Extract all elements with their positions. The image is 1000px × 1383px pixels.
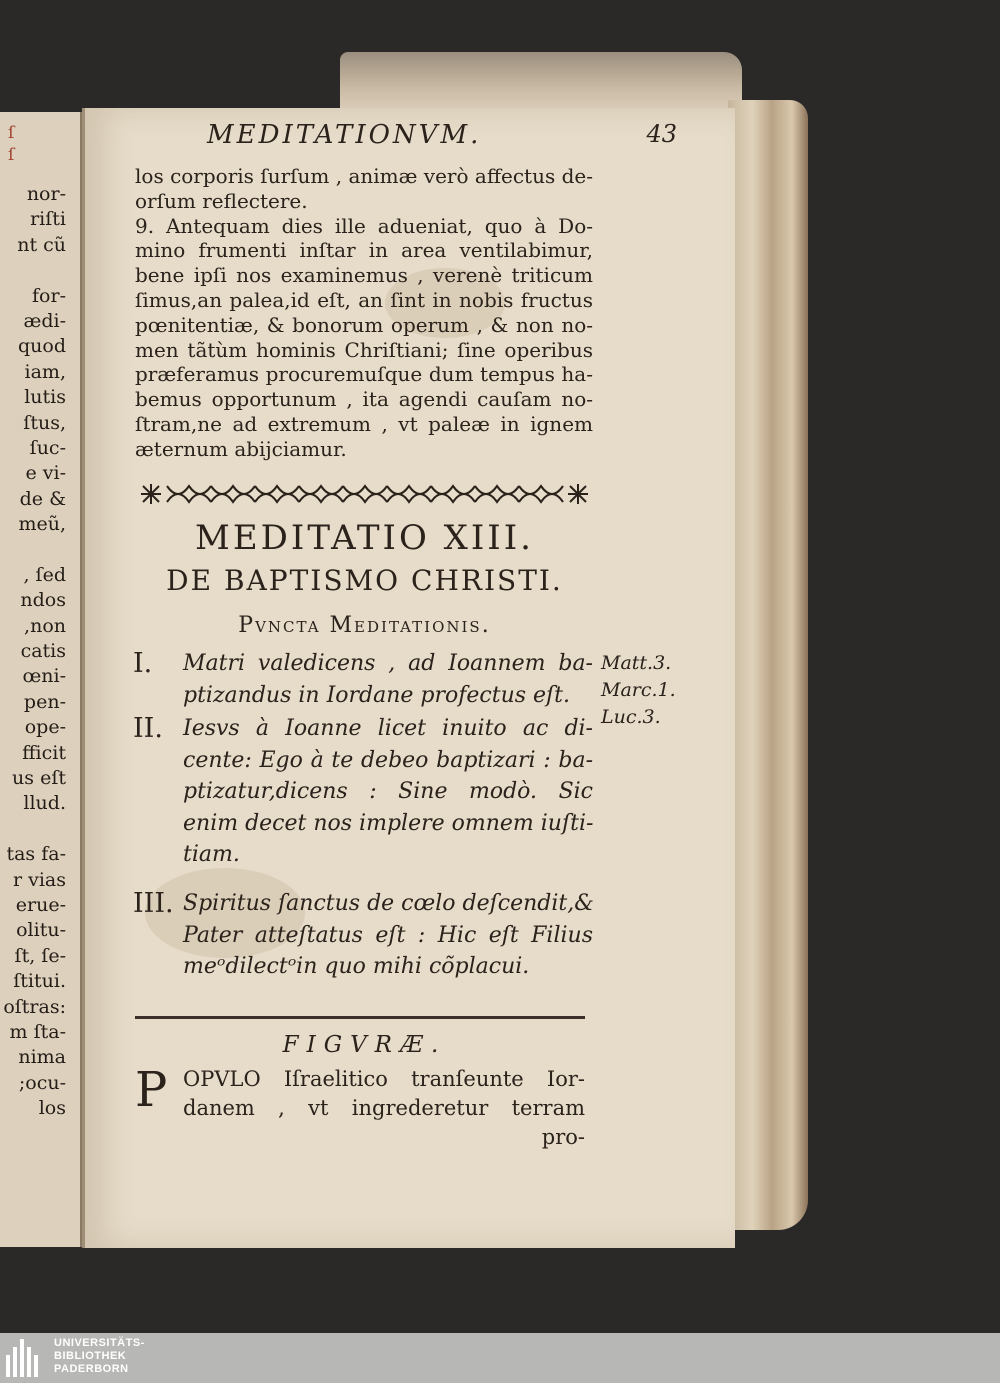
left-page-line: ſt, ſe-	[14, 944, 66, 967]
left-page-line: pen-	[23, 690, 66, 713]
drop-cap: P	[135, 1062, 168, 1118]
library-name	[54, 1337, 145, 1376]
puncta-heading: Pvncta Meditationis.	[238, 613, 491, 638]
meditation-point	[133, 713, 593, 871]
library-footer	[0, 1333, 1000, 1383]
left-page-line: tas fa-	[6, 843, 66, 866]
point-line: enim decet nos implere omnem iuſti-	[183, 810, 594, 836]
left-page-line: ſtitui.	[13, 970, 66, 993]
meditation-heading: MEDITATIO XIII.	[195, 518, 534, 558]
left-page-line: riſti	[30, 208, 66, 231]
body-line: præferamus procuremuſque dum tempus ha-	[135, 362, 593, 387]
body-line: pœnitentiæ, & bonorum operum , & non no-	[135, 312, 593, 337]
left-page-line: ndos	[20, 589, 66, 612]
figurae-heading: FIGVRÆ.	[282, 1032, 447, 1058]
margin-references	[601, 650, 676, 731]
figurae-line: OPVLO Iſraelitico tranſeunte Ior-	[183, 1067, 585, 1091]
right-page	[82, 108, 735, 1248]
left-page-line	[0, 817, 66, 842]
point-number: I.	[133, 648, 153, 679]
left-page-line: erue-	[15, 893, 66, 916]
margin-ref: Marc.1.	[601, 679, 676, 701]
left-page-line: ædi-	[23, 309, 66, 332]
section-rule	[135, 1016, 585, 1019]
left-page-line: iam,	[24, 360, 66, 383]
left-page-line: nima	[18, 1046, 66, 1069]
red-mark: ſ	[8, 145, 15, 165]
red-mark: ſ	[8, 123, 15, 143]
body-line: los corporis ſurſum , animæ verò affectus de-	[135, 164, 593, 188]
figurae-line: danem , vt ingrederetur terram	[183, 1096, 585, 1120]
body-line: ſimus,an palea,id eſt, an ſint in nobis fructus	[135, 287, 593, 312]
point-line: meᵒdilectᵒin quo mihi cõplacui.	[183, 954, 530, 979]
left-page	[0, 112, 82, 1247]
body-line: bemus opportunum , ita agendi cauſam no-	[135, 387, 593, 412]
point-line: tiam.	[183, 842, 240, 867]
point-line: ptizatur,dicens : Sine modò. Sic	[183, 779, 593, 804]
left-page-line: fficit	[22, 741, 66, 764]
body-line: æternum abijciamur.	[135, 436, 347, 461]
left-page-line: los	[38, 1097, 66, 1120]
left-page-line: ,non	[24, 614, 66, 637]
meditation-subheading: DE BAPTISMO CHRISTI.	[166, 564, 563, 597]
margin-ref: Matt.3.	[601, 652, 672, 674]
left-page-line	[0, 258, 66, 283]
left-page-line: r vias	[12, 868, 66, 891]
left-page-line: ;ocu-	[18, 1071, 66, 1094]
point-number: III.	[133, 888, 174, 919]
body-line: bene ipſi nos examinemus , verenè triticum	[135, 263, 593, 288]
point-line: Spiritus ſanctus de cœlo deſcendit,&	[183, 891, 594, 916]
left-page-line: ſuc-	[29, 436, 66, 459]
left-page-line: œni-	[22, 665, 66, 688]
point-line: Iesvs à Ioanne licet inuito ac di-	[183, 716, 593, 741]
left-page-line: nor-	[26, 183, 66, 205]
left-page-line: ſtus,	[23, 411, 66, 434]
point-line: Matri valedicens , ad Ioannem ba-	[183, 651, 593, 676]
book-page-edges	[728, 100, 808, 1230]
body-line: orſum reflectere.	[135, 188, 308, 213]
meditation-point	[133, 648, 593, 711]
figurae-text	[135, 1062, 585, 1152]
left-page-text	[0, 182, 66, 1121]
left-page-red-marks	[8, 122, 14, 166]
body-line: ſtram,ne ad extremum , vt paleæ in ignem	[135, 411, 593, 436]
running-head	[207, 120, 677, 150]
body-text	[135, 164, 593, 462]
left-page-line	[0, 537, 66, 562]
body-line: 9. Antequam dies ille adueniat, quo à Do-	[135, 213, 593, 238]
point-line: ptizandus in Iordane profectus eſt.	[183, 682, 571, 708]
figurae-line: pro-	[541, 1125, 585, 1149]
left-page-line: nt cũ	[17, 233, 66, 256]
library-name-line: PADERBORN	[54, 1363, 129, 1375]
meditation-point	[133, 888, 593, 983]
left-page-line: for-	[32, 284, 66, 307]
left-page-line: lutis	[24, 386, 66, 409]
left-page-line: us eſt	[12, 766, 66, 789]
book-top-edge	[340, 52, 742, 112]
point-line: cente: Ego à te debeo baptizari : ba-	[183, 747, 593, 773]
ornament-divider	[137, 480, 592, 508]
left-page-line: m ſta-	[9, 1020, 66, 1043]
body-line: men tãtùm hominis Chriſtiani; ſine operibus	[135, 337, 593, 362]
running-head-title: MEDITATIONVM.	[207, 120, 482, 150]
body-line: mino frumenti inſtar in area ventilabimur,	[135, 238, 593, 263]
library-name-line: BIBLIOTHEK	[54, 1350, 127, 1362]
left-page-line: de &	[19, 487, 66, 510]
page-number: 43	[646, 120, 677, 148]
point-line: Pater atteſtatus eſt : Hic eſt Filius	[183, 922, 593, 948]
left-page-line: oſtras:	[3, 995, 66, 1018]
left-page-line: olitu-	[16, 919, 66, 942]
left-page-line: e vi-	[25, 462, 66, 485]
left-page-line: quod	[17, 335, 66, 358]
left-page-line: catis	[20, 640, 66, 663]
left-page-line: llud.	[23, 792, 66, 815]
point-number: II.	[133, 713, 163, 744]
library-name-line: UNIVERSITÄTS-	[54, 1337, 145, 1349]
left-page-line: meũ,	[18, 513, 66, 536]
margin-ref: Luc.3.	[601, 706, 661, 728]
left-page-line: ope-	[24, 716, 66, 739]
library-logo-icon	[6, 1339, 48, 1377]
left-page-line: , ſed	[23, 563, 66, 586]
